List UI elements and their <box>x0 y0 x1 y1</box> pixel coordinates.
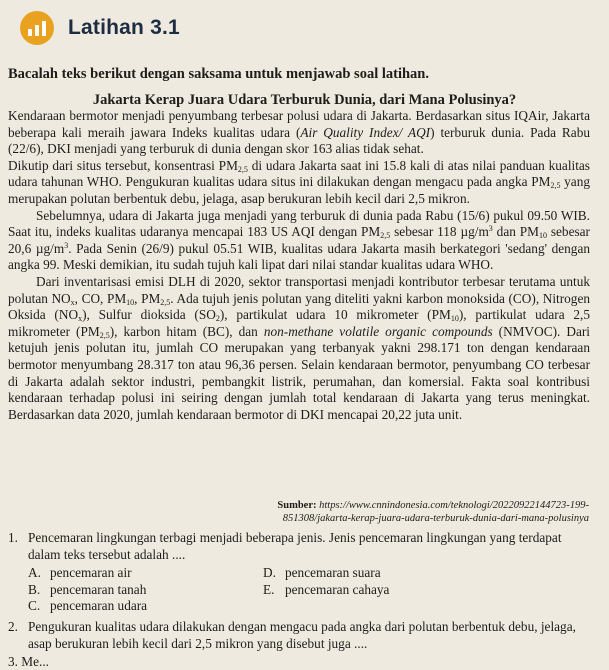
option-e[interactable] <box>263 582 493 599</box>
article-body <box>8 108 590 423</box>
option-text: pencemaran air <box>50 565 132 581</box>
article-title: Jakarta Kerap Juara Udara Terburuk Dunia, dari Mana Polusinya? <box>92 92 517 108</box>
answer-options <box>28 565 593 615</box>
question-text: Pengukuran kualitas udara dilakukan dengan mengacu pada angka dari polutan berbentuk debu, jelaga, asap berukuran lebih kecil dari 2,5 mikron yang disebut juga .... <box>28 618 576 651</box>
option-letter: D. <box>263 565 276 581</box>
source-url: https://www.cnnindonesia.com/teknologi/20220922144723-199-851308/jakarta-kerap-juara-udara-terburuk-dunia-dari-mana-polusinya <box>282 500 589 524</box>
option-letter: B. <box>28 581 41 597</box>
source-citation <box>229 499 589 525</box>
article-paragraph-2: Dikutip dari situs tersebut, konsentrasi $PM_{2,5}$ di udara Jakarta saat ini 15.8 kali di atas nilai panduan kualitas udara tahunan WHO. Pengukuran kualitas udara situs ini dilakukan dengan mengacu pada angka $PM_{2,5}$ yang merupakan polutan berbentuk debu, jelaga, asap berukuran lebih kecil dari 2,5 mikron. <box>8 157 590 206</box>
question-1 <box>8 530 593 615</box>
article-paragraph-3: Sebelumnya, udara di Jakarta juga menjadi yang terburuk di dunia pada Rabu (15/6) pukul 09.50 WIB. Saat itu, indeks kualitas udaranya mencapai 183 US AQI dengan $PM_{2,5}$ sebesar 118 $\mu g/m^3$ dan $PM_{10}$ sebesar 20,6 $\mu g/m^3$. Pada Senin (26/9) pukul 05.51 WIB, kualitas udara Jakarta masih berkategori 'sedang' dengan angka 99. Meski demikian, itu sudah tujuh kali lipat dari nilai standar kualitas udara WHO. <box>8 207 590 273</box>
option-letter: E. <box>263 581 275 597</box>
exercise-header <box>20 8 180 48</box>
instruction-text: Bacalah teks berikut dengan saksama untuk menjawab soal latihan. <box>8 66 429 82</box>
article-paragraph-4: Dari inventarisasi emisi DLH di 2020, sektor transportasi menjadi kontributor terbesar terutama untuk polutan $NO_x$, CO, $PM_{10}$, $PM_{2,5}$. Ada tujuh jenis polutan yang diteliti yakni karbon monoksida (CO), Nitrogen Oksida $(NO_x)$, Sulfur dioksida $(SO_2)$, partikulat udara 10 mikrometer $(PM_{10})$, partikulat udara 2,5 mikrometer $(PM_{2,5})$, karbon hitam (BC), dan non-methane volatile organic compounds (NMVOC). Dari ketujuh jenis polutan itu, jumlah CO merupakan yang terbanyak yakni 298.171 ton dengan kendaraan bermotor menyumbang 28.317 ton atau 96,36 persen. Selain kendaraan bermotor, penyumbang CO terbesar di Jakarta adalah sektor industri, pembangkit listrik, perumahan, dan komersial. Fakta soal kontribusi kendaraan terhadap polusi ini seiring dengan jumlah total kendaraan di Jakarta yang terus meningkat. Berdasarkan data 2020, jumlah kendaraan bermotor di DKI mencapai 20,22 juta unit. <box>8 273 590 422</box>
article-paragraph-1: Kendaraan bermotor menjadi penyumbang terbesar polusi udara di Jakarta. Berdasarkan situs IQAir, Jakarta beberapa kali meraih jawara Indeks kualitas udara (Air Quality Index/ AQI) terburuk dunia. Pada Rabu (22/6), DKI menjadi yang terburuk di dunia dengan skor 163 alias tidak sehat. <box>8 108 590 157</box>
option-text: pencemaran suara <box>285 565 381 581</box>
question-text: Pencemaran lingkungan terbagi menjadi beberapa jenis. Jenis pencemaran lingkungan yang terdapat dalam teks tersebut adalah .... <box>28 530 562 562</box>
option-b[interactable] <box>28 582 263 599</box>
option-letter: C. <box>28 598 41 614</box>
option-text: pencemaran cahaya <box>285 581 390 597</box>
option-text: pencemaran tanah <box>50 581 147 597</box>
question-list <box>8 530 593 652</box>
option-text: pencemaran udara <box>50 598 148 614</box>
source-label: Sumber: <box>277 500 317 511</box>
option-letter: A. <box>28 565 41 581</box>
option-d[interactable] <box>263 565 493 582</box>
question-2 <box>8 619 593 652</box>
bar-chart-icon <box>20 11 54 45</box>
option-a[interactable] <box>28 565 263 582</box>
question-3-partial: 3. Me... <box>8 654 49 669</box>
question-number: 2. <box>8 618 18 634</box>
question-number: 1. <box>8 530 18 545</box>
option-c[interactable] <box>28 598 263 615</box>
exercise-title: Latihan 3.1 <box>68 16 180 39</box>
